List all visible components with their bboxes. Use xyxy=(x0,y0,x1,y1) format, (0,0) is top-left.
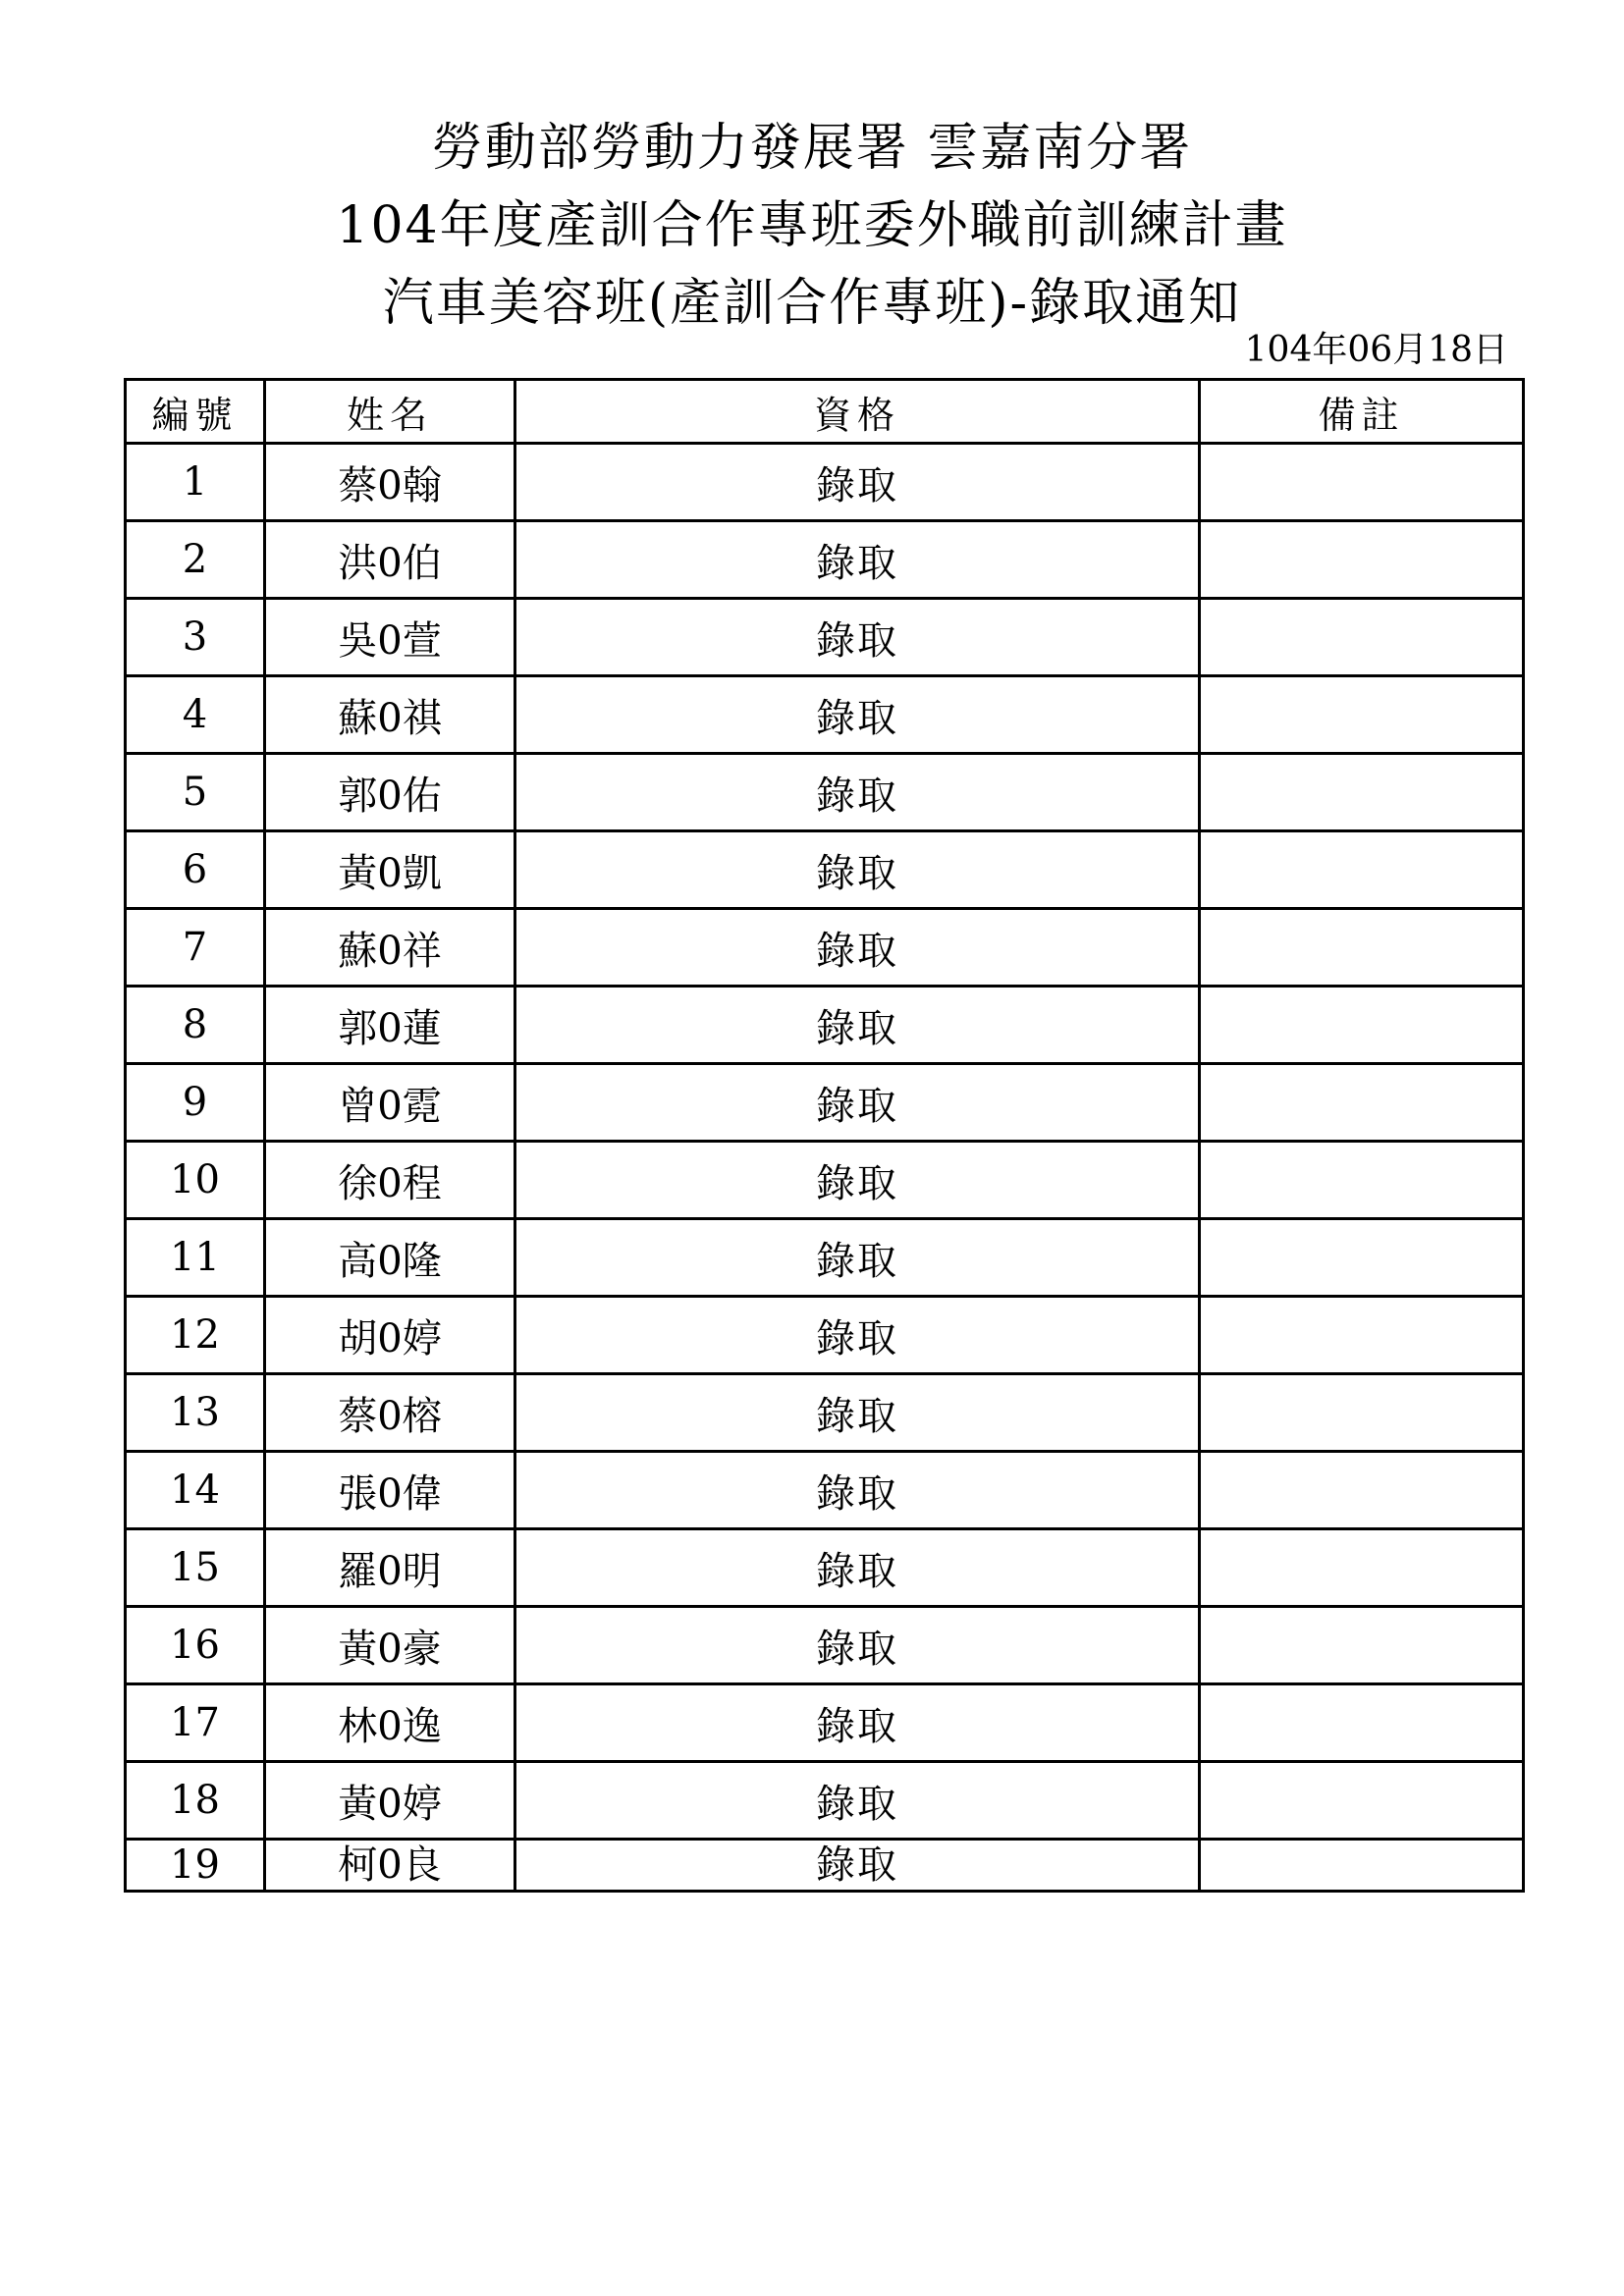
table-row xyxy=(126,909,1524,987)
table-row xyxy=(126,1684,1524,1762)
column-header-name: 姓名 xyxy=(265,380,515,444)
issue-date: 104年06月18日 xyxy=(1244,330,1508,370)
row-qualification: 錄取 xyxy=(515,831,1200,909)
row-number: 1 xyxy=(126,444,265,521)
row-number: 9 xyxy=(126,1064,265,1142)
row-qualification: 錄取 xyxy=(515,1297,1200,1374)
row-remarks xyxy=(1200,1297,1524,1374)
row-remarks xyxy=(1200,1762,1524,1840)
table-row xyxy=(126,1297,1524,1374)
row-remarks xyxy=(1200,676,1524,754)
row-number: 18 xyxy=(126,1762,265,1840)
organization-title: 勞動部勞動力發展署 雲嘉南分署 xyxy=(431,119,1193,178)
row-qualification: 錄取 xyxy=(515,444,1200,521)
row-number: 10 xyxy=(126,1142,265,1219)
row-remarks xyxy=(1200,1219,1524,1297)
table-header-row xyxy=(126,380,1524,444)
table-row xyxy=(126,754,1524,831)
row-remarks xyxy=(1200,754,1524,831)
row-remarks xyxy=(1200,1452,1524,1529)
row-name: 郭0蓮 xyxy=(265,987,515,1064)
table-row xyxy=(126,676,1524,754)
table-row xyxy=(126,1219,1524,1297)
row-name: 蔡0榕 xyxy=(265,1374,515,1452)
row-number: 13 xyxy=(126,1374,265,1452)
row-remarks xyxy=(1200,521,1524,599)
row-qualification: 錄取 xyxy=(515,1064,1200,1142)
row-qualification: 錄取 xyxy=(515,521,1200,599)
table-row xyxy=(126,987,1524,1064)
table-body xyxy=(126,444,1524,1892)
table-row xyxy=(126,1607,1524,1684)
row-number: 15 xyxy=(126,1529,265,1607)
row-remarks xyxy=(1200,1607,1524,1684)
row-number: 16 xyxy=(126,1607,265,1684)
row-name: 曾0霓 xyxy=(265,1064,515,1142)
table-row xyxy=(126,831,1524,909)
table-row xyxy=(126,1064,1524,1142)
row-number: 12 xyxy=(126,1297,265,1374)
column-header-number: 編號 xyxy=(126,380,265,444)
row-number: 6 xyxy=(126,831,265,909)
row-remarks xyxy=(1200,599,1524,676)
row-remarks xyxy=(1200,1529,1524,1607)
column-header-remarks: 備註 xyxy=(1200,380,1524,444)
row-remarks xyxy=(1200,1840,1524,1892)
row-name: 柯0良 xyxy=(265,1840,515,1892)
row-name: 蔡0翰 xyxy=(265,444,515,521)
row-qualification: 錄取 xyxy=(515,987,1200,1064)
row-remarks xyxy=(1200,1374,1524,1452)
row-number: 19 xyxy=(126,1840,265,1892)
column-header-qualification: 資格 xyxy=(515,380,1200,444)
row-qualification: 錄取 xyxy=(515,1529,1200,1607)
table-row xyxy=(126,1142,1524,1219)
row-qualification: 錄取 xyxy=(515,1374,1200,1452)
table-row xyxy=(126,1762,1524,1840)
table-row xyxy=(126,599,1524,676)
table-row xyxy=(126,521,1524,599)
row-name: 林0逸 xyxy=(265,1684,515,1762)
row-remarks xyxy=(1200,444,1524,521)
row-name: 羅0明 xyxy=(265,1529,515,1607)
row-name: 郭0佑 xyxy=(265,754,515,831)
row-name: 洪0伯 xyxy=(265,521,515,599)
row-name: 吳0萱 xyxy=(265,599,515,676)
row-number: 5 xyxy=(126,754,265,831)
row-qualification: 錄取 xyxy=(515,676,1200,754)
document-title-block xyxy=(0,110,1624,343)
row-qualification: 錄取 xyxy=(515,1219,1200,1297)
row-name: 黃0凱 xyxy=(265,831,515,909)
table-row xyxy=(126,1452,1524,1529)
row-qualification: 錄取 xyxy=(515,1452,1200,1529)
row-number: 4 xyxy=(126,676,265,754)
table-row xyxy=(126,1529,1524,1607)
row-qualification: 錄取 xyxy=(515,599,1200,676)
row-name: 黃0豪 xyxy=(265,1607,515,1684)
row-name: 張0偉 xyxy=(265,1452,515,1529)
row-name: 徐0程 xyxy=(265,1142,515,1219)
table-row xyxy=(126,1840,1524,1892)
row-qualification: 錄取 xyxy=(515,1762,1200,1840)
course-title: 汽車美容班(產訓合作專班)-錄取通知 xyxy=(382,274,1242,333)
row-remarks xyxy=(1200,1064,1524,1142)
row-name: 蘇0祺 xyxy=(265,676,515,754)
row-qualification: 錄取 xyxy=(515,1840,1200,1892)
table-row xyxy=(126,1374,1524,1452)
row-number: 7 xyxy=(126,909,265,987)
row-remarks xyxy=(1200,987,1524,1064)
row-qualification: 錄取 xyxy=(515,754,1200,831)
row-number: 14 xyxy=(126,1452,265,1529)
row-remarks xyxy=(1200,1142,1524,1219)
row-number: 8 xyxy=(126,987,265,1064)
row-qualification: 錄取 xyxy=(515,1607,1200,1684)
row-qualification: 錄取 xyxy=(515,1684,1200,1762)
row-qualification: 錄取 xyxy=(515,1142,1200,1219)
row-remarks xyxy=(1200,831,1524,909)
row-qualification: 錄取 xyxy=(515,909,1200,987)
row-number: 3 xyxy=(126,599,265,676)
row-number: 11 xyxy=(126,1219,265,1297)
row-name: 胡0婷 xyxy=(265,1297,515,1374)
row-name: 蘇0祥 xyxy=(265,909,515,987)
table-row xyxy=(126,444,1524,521)
row-number: 17 xyxy=(126,1684,265,1762)
admission-table xyxy=(124,378,1525,1893)
row-number: 2 xyxy=(126,521,265,599)
row-remarks xyxy=(1200,1684,1524,1762)
row-remarks xyxy=(1200,909,1524,987)
row-name: 高0隆 xyxy=(265,1219,515,1297)
row-name: 黃0婷 xyxy=(265,1762,515,1840)
plan-title: 104年度產訓合作專班委外職前訓練計畫 xyxy=(336,196,1288,255)
